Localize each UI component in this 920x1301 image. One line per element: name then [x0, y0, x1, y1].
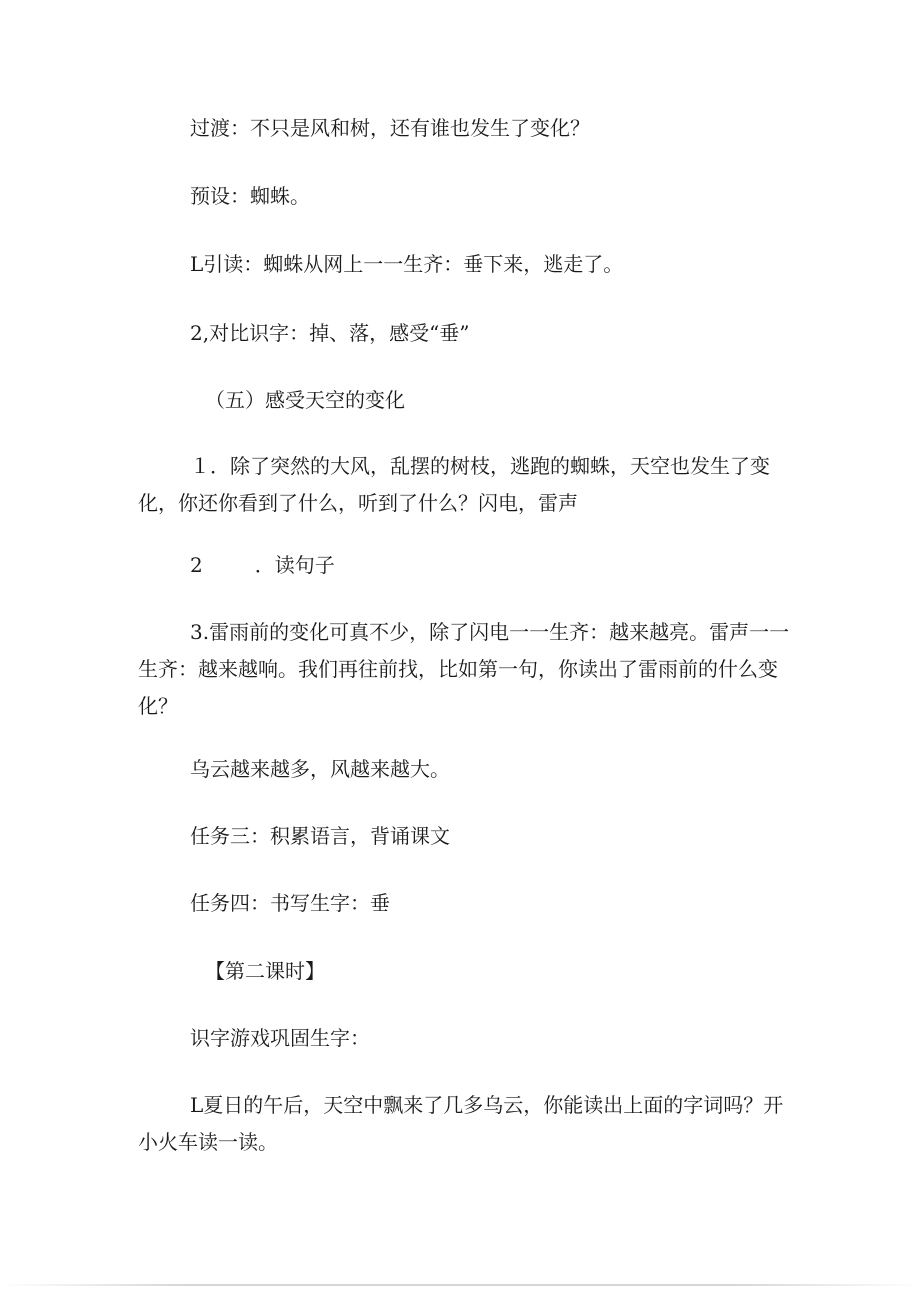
section-heading-sky: （五）感受天空的变化: [205, 388, 405, 412]
paragraph-read-sentence: [190, 550, 335, 580]
list-number: 2: [190, 553, 203, 577]
paragraph-sky-change: １．除了突然的大风，乱摆的树枝，逃跑的蜘蛛，天空也发生了变化，你还你看到了什么，听到了什么？闪电，雷声: [138, 454, 770, 515]
section-heading-second-lesson: 【第二课时】: [205, 959, 325, 983]
paragraph-transition: 过渡：不只是风和树，还有谁也发生了变化？: [190, 116, 590, 140]
paragraph-thunder-changes: 3.雷雨前的变化可真不少，除了闪电一一生齐：越来越亮。雷声一一生齐：越来越响。我们再往前找，比如第一句，你读出了雷雨前的什么变化？: [138, 620, 790, 718]
list-text: ．读句子: [254, 553, 335, 577]
paragraph-summer-afternoon: L夏日的午后，天空中飘来了几多乌云，你能读出上面的字词吗？开小火车读一读。: [138, 1093, 784, 1154]
paragraph-task-three: 任务三：积累语言，背诵课文: [190, 824, 450, 848]
paragraph-preset: 预设：蜘蛛。: [190, 184, 310, 208]
page-divider: [0, 1284, 920, 1286]
paragraph-compare-characters: 2,对比识字：掉、落，感受“垂”: [190, 321, 470, 345]
paragraph-guided-reading: L引读：蜘蛛从网上一一生齐：垂下来，逃走了。: [190, 252, 624, 276]
paragraph-task-four: 任务四：书写生字：垂: [190, 891, 390, 915]
paragraph-literacy-game: 识字游戏巩固生字：: [190, 1026, 370, 1050]
paragraph-clouds: 乌云越来越多，风越来越大。: [190, 757, 450, 781]
